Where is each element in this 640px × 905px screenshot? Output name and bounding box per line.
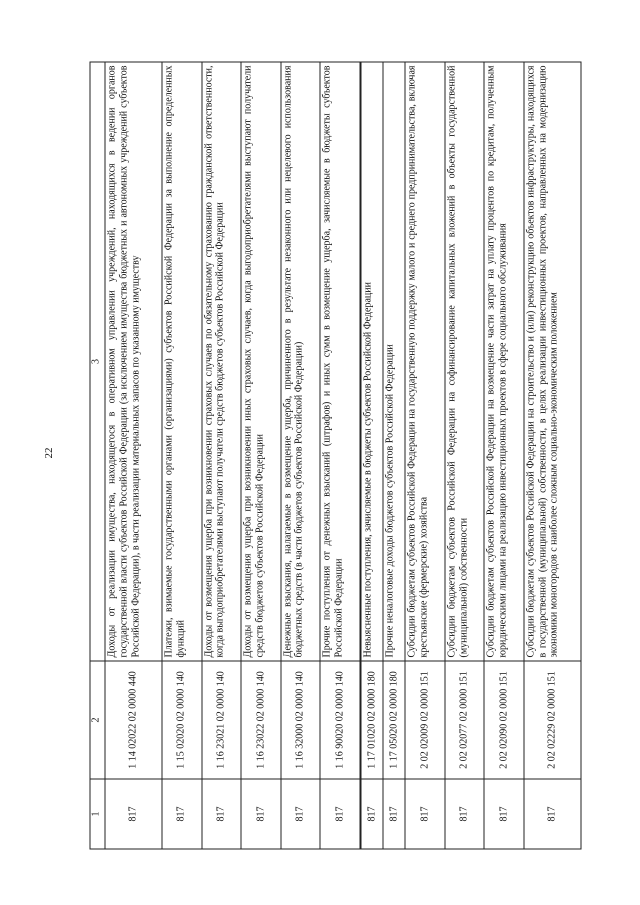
table-row [484,62,524,849]
admin-code-cell: 817 [105,779,162,849]
table-row [320,62,360,849]
kbk-code-cell: 2 02 02090 02 0000 151 [484,661,524,779]
table-row [444,62,484,849]
admin-code-cell: 817 [320,779,360,849]
description-cell: Доходы от реализации имущества, находящегося в оперативном управлении учреждений, находящихся в ведении органов государственной власти субъектов Российской Федерации (за исключением имущества бюджетных и автономных учреждений субъектов Российской Федерации), в части реализации материальных запасов по указанному имуществу [105,62,162,661]
table-row [162,62,202,849]
description-cell: Платежи, взимаемые государственными органами (организациями) субъектов Российской Федерации за выполнение определенных функций [162,62,202,661]
kbk-code-cell: 1 16 90020 02 0000 140 [320,661,360,779]
kbk-code-cell: 2 02 02009 02 0000 151 [405,661,445,779]
table-row [523,62,580,849]
revenue-codes-table-wrapper [89,62,581,849]
table-row [280,62,320,849]
kbk-code-cell: 1 16 32000 02 0000 140 [280,661,320,779]
description-cell: Субсидии бюджетам субъектов Российской Федерации на государственную поддержку малого и среднего предпринимательства, включая крестьянские (фермерские) хозяйства [405,62,445,661]
description-cell: Субсидии бюджетам субъектов Российской Федерации на софинансирование капитальных вложений в объекты государственной (муниципальной) собственности [444,62,484,661]
page-number: 22 [43,447,55,459]
table-row [241,62,281,849]
admin-code-cell: 817 [523,779,580,849]
table-frame [89,62,581,849]
description-cell: Невыясненные поступления, зачисляемые в бюджеты субъектов Российской Федерации [360,62,383,661]
admin-code-cell: 817 [280,779,320,849]
description-cell: Прочие неналоговые доходы бюджетов субъектов Российской Федерации [383,62,405,661]
description-cell: Доходы от возмещения ущерба при возникновении иных страховых случаев, когда выгодоприобретателями выступают получатели средств бюджетов субъектов Российской Федерации [241,62,281,661]
description-cell: Субсидии бюджетам субъектов Российской Федерации на возмещение части затрат на уплату процентов по кредитам, полученным юридическими лицами на реализацию инвестиционных проектов в сфере социального обслуживания [484,62,524,661]
admin-code-cell: 817 [444,779,484,849]
kbk-code-cell: 1 15 02020 02 0000 140 [162,661,202,779]
admin-code-cell: 817 [405,779,445,849]
admin-code-cell: 817 [383,779,405,849]
kbk-code-cell: 2 02 02077 02 0000 151 [444,661,484,779]
revenue-codes-table [89,61,581,849]
kbk-code-cell: 1 16 23021 02 0000 140 [201,661,241,779]
kbk-code-cell: 1 17 05020 02 0000 180 [383,661,405,779]
table-row [105,62,162,849]
admin-code-cell: 817 [484,779,524,849]
description-cell: Субсидии бюджетам субъектов Российской Федерации на строительство и (или) реконструкцию объектов инфраструктуры, находящихся в государственной (муниципальной) собственности, в целях реализации инвестиционных проектов, направленных на модернизацию экономики моногородов с наиболее сложным социально-экономическим положением [523,62,580,661]
admin-code-cell: 817 [360,779,383,849]
table-row [383,62,405,849]
description-cell: Прочие поступления от денежных взысканий (штрафов) и иных сумм в возмещение ущерба, зачисляемые в бюджеты субъектов Российской Федерации [320,62,360,661]
kbk-code-cell: 2 02 02229 02 0000 151 [523,661,580,779]
table-row [201,62,241,849]
kbk-code-cell: 1 16 23022 02 0000 140 [241,661,281,779]
kbk-code-cell: 1 14 02022 02 0000 440 [105,661,162,779]
table-header-row [90,62,105,849]
header-col-2: 2 [90,661,105,779]
admin-code-cell: 817 [201,779,241,849]
table-row [360,62,383,849]
admin-code-cell: 817 [162,779,202,849]
header-col-1: 1 [90,779,105,849]
description-cell: Денежные взыскания, налагаемые в возмещение ущерба, причиненного в результате незаконного или нецелевого использования бюджетных средств (в части бюджетов субъектов Российской Федерации) [280,62,320,661]
header-col-3: 3 [90,62,105,661]
kbk-code-cell: 1 17 01020 02 0000 180 [360,661,383,779]
table-row [405,62,445,849]
admin-code-cell: 817 [241,779,281,849]
description-cell: Доходы от возмещения ущерба при возникновении страховых случаев по обязательному страхованию гражданской ответственности, когда выгодоприобретателями выступают получатели средств бюджетов субъектов Российской Федерации [201,62,241,661]
